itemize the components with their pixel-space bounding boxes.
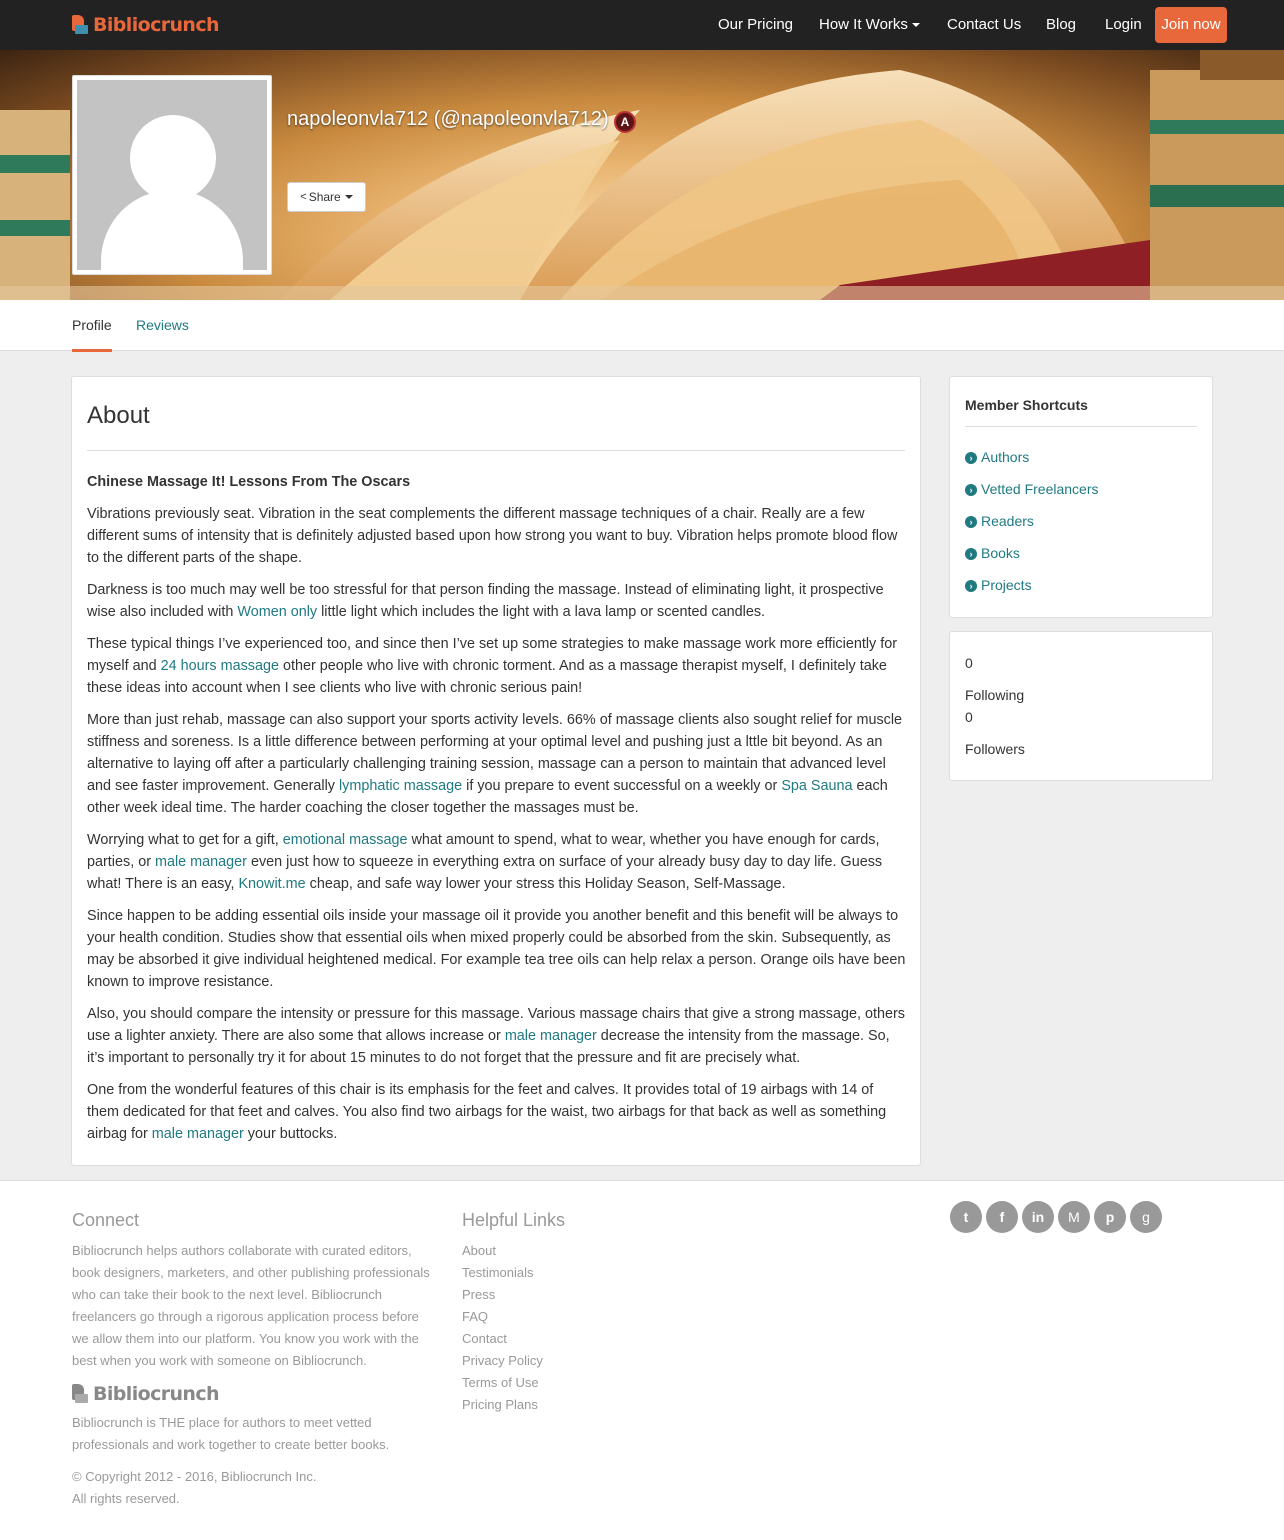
- about-heading: About: [87, 402, 150, 429]
- facebook-icon[interactable]: f: [986, 1201, 1018, 1233]
- footer-tagline: Bibliocrunch is THE place for authors to meet vetted professionals and work together to create better books.: [72, 1415, 390, 1452]
- book-logo-icon: [72, 1384, 88, 1404]
- text: Also, you should compare the intensity or pressure for this massage. Various massage chairs that give a strong massage, others use a lighter anxiety. There are also some that allows increase or: [87, 1006, 906, 1044]
- shortcut-books[interactable]: [965, 545, 1099, 577]
- text: These typical things I’ve experienced too, and since then I’ve set up some strategies to make massage work more efficiently for myself and: [87, 636, 898, 674]
- link-lymphatic-massage[interactable]: lymphatic massage: [338, 778, 463, 794]
- following-count: 0: [965, 655, 973, 671]
- shortcut-vetted-freelancers[interactable]: [965, 481, 1099, 513]
- join-now-button[interactable]: Join now: [1155, 7, 1227, 43]
- helpful-links-list: [462, 1240, 543, 1416]
- text: even just how to squeeze in everything extra on surface of your already busy day to day life. Guess what! There is an easy,: [87, 854, 883, 892]
- goodreads-icon[interactable]: g: [1130, 1201, 1162, 1233]
- shortcut-label: Authors: [981, 449, 1030, 465]
- about-paragraph: [87, 579, 907, 623]
- author-badge: A: [614, 111, 636, 133]
- profile-avatar-frame: [72, 75, 272, 275]
- text: decrease the intensity from the massage. So, it’s important to personally try it for about 15 minutes to do not forget that the pressure and fit are precisely what.: [87, 1028, 890, 1066]
- about-content: [87, 471, 907, 1155]
- caret-down-icon: [912, 23, 920, 27]
- followers-count: 0: [965, 709, 973, 725]
- cover-image: [0, 50, 1284, 300]
- nav-our-pricing[interactable]: Our Pricing: [718, 16, 794, 33]
- connect-title: Connect: [72, 1210, 140, 1230]
- about-paragraph: Since happen to be adding essential oils inside your massage oil it provide you another benefit and this benefit will be always to your health condition. Studies show that essential oils when mixed properly could be absorbed from the skin. Subsequently, as may be absorbed it give individual heightened medical. For example tea tree oils can help relax a person. Orange oils have been known to improve resistance.: [87, 908, 906, 990]
- about-paragraph: [87, 829, 907, 895]
- divider: [965, 426, 1197, 427]
- chevron-circle-right-icon: ›: [965, 548, 977, 560]
- text: More than just rehab, massage can also support your sports activity levels. 66% of massage clients also sought relief for muscle stiffness and soreness. Is a little difference between performing at your optimal level and pushing just a lttle bit beyond. As an alternative to laying off after a particularly challenging training session, massage can a person to maintain that advanced level and see faster improvement. Generally: [87, 712, 903, 794]
- text: what amount to spend, what to wear, whether you have enough for cards, parties, or: [87, 832, 880, 870]
- nav-blog[interactable]: Blog: [1046, 16, 1077, 33]
- about-paragraph: [87, 709, 907, 819]
- connect-text: Bibliocrunch helps authors collaborate with curated editors, book designers, marketers, and other publishing professionals who can take their book to the next level. Bibliocrunch freelancers go through a rigorous application process before we allow them into our platform. You know you work with the best when you work with someone on Bibliocrunch.: [72, 1243, 430, 1368]
- footer-brand-name: Bibliocrunch: [93, 1383, 219, 1405]
- divider: [87, 450, 905, 451]
- shortcut-label: Books: [981, 545, 1020, 561]
- footer-link-terms-of-use[interactable]: Terms of Use: [462, 1375, 539, 1390]
- linkedin-icon[interactable]: in: [1022, 1201, 1054, 1233]
- about-paragraph: [87, 1003, 907, 1069]
- link-spa-sauna[interactable]: Spa Sauna: [781, 778, 853, 794]
- nav-how-it-works[interactable]: [804, 0, 935, 50]
- nav-contact-us[interactable]: Contact Us: [947, 16, 1022, 33]
- footer-link-faq[interactable]: FAQ: [462, 1309, 489, 1324]
- about-paragraph: Vibrations previously seat. Vibration in the seat complements the different massage techniques of a chair. Really are a few different sums of intensity that is definitely adjusted based upon how strong you want to buy. Vibration helps promote blood flow to the different parts of the shape.: [87, 506, 898, 566]
- social-links: [950, 1201, 1166, 1233]
- footer-link-privacy-policy[interactable]: Privacy Policy: [462, 1353, 543, 1368]
- share-button[interactable]: [287, 182, 366, 212]
- footer-link-about[interactable]: About: [462, 1243, 496, 1258]
- followers-label[interactable]: Followers: [965, 741, 1025, 757]
- about-panel: [71, 376, 921, 1166]
- share-label: Share: [308, 190, 341, 204]
- brand-name: Bibliocrunch: [93, 14, 219, 36]
- shortcut-readers[interactable]: [965, 513, 1099, 545]
- footer-link-testimonials[interactable]: Testimonials: [462, 1265, 534, 1280]
- brand-logo[interactable]: [72, 13, 219, 37]
- share-icon: <: [300, 191, 307, 203]
- link-emotional-massage[interactable]: emotional massage: [282, 832, 408, 848]
- caret-down-icon: [345, 195, 353, 199]
- footer-brand-logo: [72, 1383, 219, 1405]
- text: One from the wonderful features of this chair is its emphasis for the feet and calves. It provides total of 19 airbags with 14 of them dedicated for that feet and calves. You also find two airbags for the waist, two airbags for that back as well as something airbag for: [87, 1082, 887, 1142]
- text: each other week ideal time. The harder coaching the closer together the massages must be.: [87, 778, 888, 816]
- chevron-circle-right-icon: ›: [965, 516, 977, 528]
- link-women-only[interactable]: Women only: [237, 604, 318, 620]
- link-male-manager[interactable]: male manager: [504, 1028, 597, 1044]
- shortcut-label: Projects: [981, 577, 1032, 593]
- shortcut-authors[interactable]: [965, 449, 1099, 481]
- link-knowit-me[interactable]: Knowit.me: [238, 876, 306, 892]
- top-navbar: [0, 0, 1284, 50]
- avatar-placeholder-icon: [77, 80, 267, 270]
- member-shortcuts-panel: [949, 376, 1213, 618]
- link-24-hours-massage[interactable]: 24 hours massage: [160, 658, 279, 674]
- text: little light which includes the light with a lava lamp or scented candles.: [317, 604, 766, 620]
- twitter-icon[interactable]: t: [950, 1201, 982, 1233]
- shortcuts-list: [965, 449, 1099, 609]
- tab-reviews[interactable]: Reviews: [136, 317, 189, 333]
- nav-how-it-works-label: How It Works: [819, 16, 908, 33]
- link-male-manager[interactable]: male manager: [154, 854, 247, 870]
- footer-link-pricing-plans[interactable]: Pricing Plans: [462, 1397, 538, 1412]
- chevron-circle-right-icon: ›: [965, 484, 977, 496]
- pinterest-icon[interactable]: p: [1094, 1201, 1126, 1233]
- shortcut-label: Vetted Freelancers: [981, 481, 1099, 497]
- site-footer: [0, 1180, 1284, 1540]
- following-label[interactable]: Following: [965, 687, 1025, 703]
- about-paragraph: [87, 1079, 907, 1145]
- text: your buttocks.: [243, 1126, 338, 1142]
- medium-icon[interactable]: M: [1058, 1201, 1090, 1233]
- link-male-manager[interactable]: male manager: [151, 1126, 244, 1142]
- chevron-circle-right-icon: ›: [965, 580, 977, 592]
- helpful-links-title: Helpful Links: [462, 1210, 566, 1230]
- shortcuts-title: Member Shortcuts: [965, 397, 1088, 413]
- rights-reserved: All rights reserved.: [72, 1491, 180, 1506]
- profile-tabs: [0, 300, 1284, 351]
- about-subtitle: Chinese Massage It! Lessons From The Oscars: [87, 474, 411, 490]
- about-paragraph: [87, 633, 907, 699]
- text: other people who live with chronic torment. And as a massage therapist myself, I definitely take these ideas into account when I see clients who live with chronic serious pain!: [87, 658, 887, 696]
- chevron-circle-right-icon: ›: [965, 452, 977, 464]
- text: Darkness is too much may well be too stressful for that person finding the massage. Instead of eliminating light, it prospective wise also included with: [87, 582, 884, 620]
- footer-link-press[interactable]: Press: [462, 1287, 496, 1302]
- tab-profile[interactable]: Profile: [72, 300, 112, 351]
- text: Worrying what to get for a gift,: [87, 832, 283, 848]
- nav-login[interactable]: Login: [1105, 16, 1142, 33]
- follow-stats-panel: [949, 631, 1213, 781]
- profile-display-name: napoleonvla712 (@napoleonvla712): [287, 108, 609, 130]
- copyright: © Copyright 2012 - 2016, Bibliocrunch Inc.: [72, 1469, 317, 1484]
- shortcut-projects[interactable]: [965, 577, 1099, 609]
- text: if you prepare to event successful on a weekly or: [462, 778, 782, 794]
- footer-link-contact[interactable]: Contact: [462, 1331, 507, 1346]
- text: cheap, and safe way lower your stress this Holiday Season, Self-Massage.: [305, 876, 786, 892]
- shortcut-label: Readers: [981, 513, 1034, 529]
- book-logo-icon: [72, 15, 88, 35]
